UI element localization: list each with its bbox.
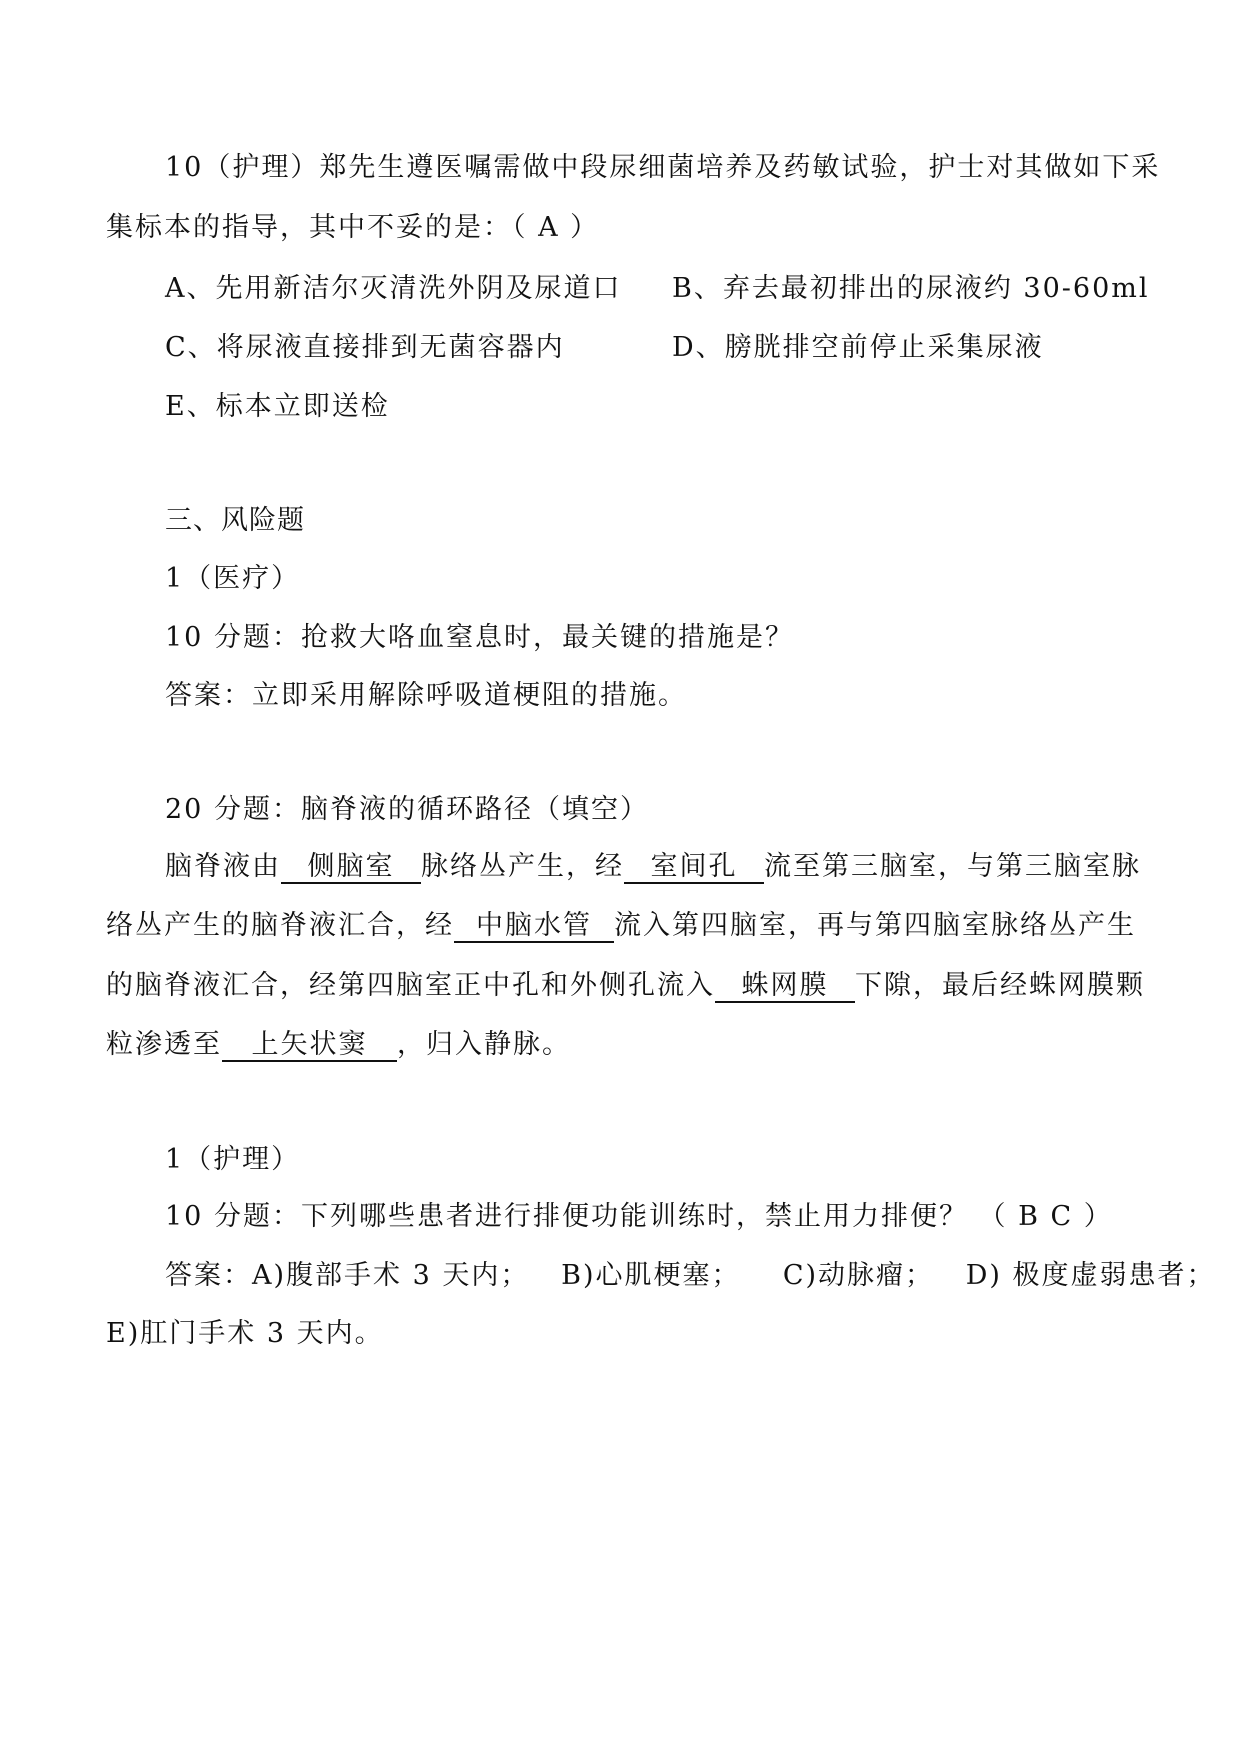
q10-option-b: B、弃去最初排出的尿液约 30-60ml [672, 273, 1150, 304]
medical-q20-question: 20 分题：脑脊液的循环路径（填空） [165, 794, 649, 825]
fill-text: 下隙，最后经蛛网膜颗 [855, 970, 1145, 1001]
fill-text: 的脑脊液汇合，经第四脑室正中孔和外侧孔流入 [106, 970, 715, 1001]
q10-stem-line2: 集标本的指导，其中不妥的是：（ A ） [106, 212, 600, 243]
nursing-answer-line2: E)肛门手术 3 天内。 [106, 1318, 384, 1349]
fill-text: 流至第三脑室，与第三脑室脉 [764, 851, 1141, 882]
fill-line1 [165, 849, 1141, 885]
fill-blank-5: 上矢状窦 [222, 1030, 397, 1062]
fill-text: 络丛产生的脑脊液汇合，经 [106, 910, 454, 941]
nursing-q10-question: 10 分题：下列哪些患者进行排便功能训练时，禁止用力排便？ （ B C ） [165, 1201, 1113, 1232]
fill-blank-4: 蛛网膜 [715, 971, 855, 1003]
q10-option-a: A、先用新洁尔灭清洗外阴及尿道口 [165, 273, 622, 304]
q10-option-e: E、标本立即送检 [165, 391, 390, 422]
q10-option-c: C、将尿液直接排到无菌容器内 [165, 332, 565, 363]
fill-line4 [106, 1027, 571, 1063]
fill-blank-3: 中脑水管 [454, 911, 614, 943]
fill-text: 流入第四脑室，再与第四脑室脉络丛产生 [614, 910, 1136, 941]
fill-text: 脑脊液由 [165, 851, 281, 882]
q10-option-d: D、膀胱排空前停止采集尿液 [672, 332, 1044, 363]
fill-text: 脉络丛产生，经 [421, 851, 624, 882]
fill-line3 [106, 968, 1145, 1004]
nursing-answer-line1: 答案：A)腹部手术 3 天内； B)心肌梗塞； C)动脉瘤； D) 极度虚弱患者； [165, 1260, 1216, 1291]
medical-label: 1（医疗） [165, 563, 301, 594]
q10-stem-line1: 10（护理）郑先生遵医嘱需做中段尿细菌培养及药敏试验，护士对其做如下采 [165, 152, 1161, 183]
medical-q10-question: 10 分题：抢救大咯血窒息时，最关键的措施是？ [165, 622, 794, 653]
fill-blank-2: 室间孔 [624, 852, 764, 884]
section-title: 三、风险题 [165, 505, 305, 536]
fill-text: ，归入静脉。 [397, 1029, 571, 1060]
medical-q10-answer: 答案：立即采用解除呼吸道梗阻的措施。 [165, 680, 687, 711]
fill-blank-1: 侧脑室 [281, 852, 421, 884]
fill-line2 [106, 908, 1136, 944]
nursing-label: 1（护理） [165, 1144, 301, 1175]
fill-text: 粒渗透至 [106, 1029, 222, 1060]
